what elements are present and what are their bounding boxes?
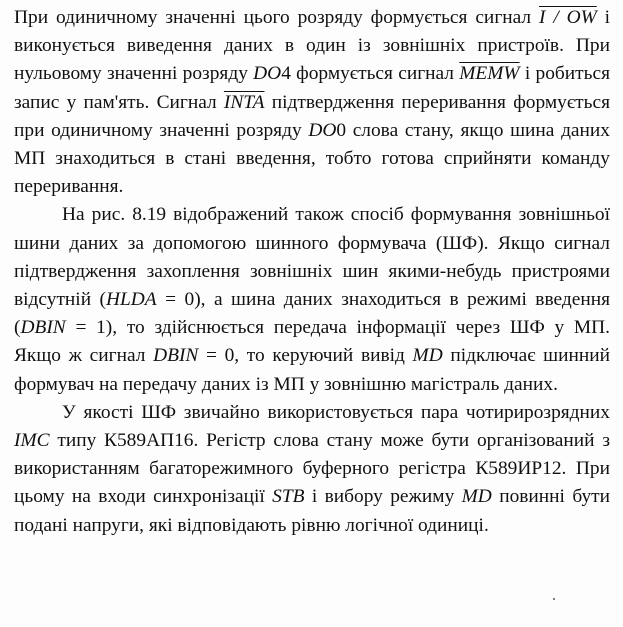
signal-name: MD	[461, 486, 492, 508]
signal-name: INTA	[223, 91, 265, 113]
text-run: 0 слова стану, якщо шина даних МП знаходиться в стані введення, тобто готова сприйняти команду переривання.	[14, 119, 610, 198]
paragraph	[14, 4, 610, 201]
signal-name: IMC	[14, 430, 50, 452]
signal-name: STB	[272, 486, 305, 508]
text-run: 4 формується сигнал	[281, 63, 460, 85]
text-run: = 0), а шина даних знаходиться в режимі введення (	[14, 289, 610, 339]
text-run: типу К589АП16. Регістр слова стану може бути організований з використанням багаторежимного буферного регістра К589ИР12. При цьому на входи синхронізації	[14, 430, 610, 508]
paragraph	[14, 399, 610, 540]
signal-name: DO	[253, 63, 282, 85]
signal-name: I / OW	[538, 7, 597, 28]
signal-name: MD	[412, 345, 443, 367]
signal-name: MEMW	[459, 63, 520, 85]
text-run: = 1), то здійснюється передача інформації через ШФ у МП. Якщо ж сигнал	[14, 317, 610, 367]
paragraph	[14, 201, 610, 398]
text-run: і вибору режиму	[304, 486, 462, 508]
text-run: На рис. 8.19 відображений також спосіб формування зовнішньої шини даних за допомогою шинного формувача (ШФ). Якщо сигнал підтвердження захоплення зовнішніх шин якими-небудь пристроями відсутній (	[14, 204, 610, 311]
text-run: підтвердження переривання формується при одиничному значенні розряду	[14, 91, 610, 141]
text-run: При одиничному значенні цього розряду формується сигнал	[14, 7, 539, 28]
signal-name: DBIN	[153, 345, 199, 367]
body-text	[14, 4, 610, 540]
text-run: і виконується виведення даних в один із зовнішніх пристроїв. При нульовому значенні розряду	[14, 7, 610, 85]
text-run: підключає шинний формувач на передачу даних із МП у зовнішню магістраль даних.	[14, 345, 610, 395]
text-run: повинні бути подані напруги, які відповідають рівню логічної одиниці.	[14, 486, 610, 536]
scan-speck	[553, 598, 555, 600]
text-run: = 0, то керуючий вивід	[198, 345, 413, 367]
signal-name: DO	[308, 119, 337, 141]
text-run: і робиться запис у пам'ять. Сигнал	[14, 63, 610, 113]
text-run: У якості ШФ звичайно використовується пара чотирирозрядних	[62, 401, 610, 423]
signal-name: DBIN	[20, 317, 66, 339]
signal-name: HLDA	[106, 289, 157, 311]
